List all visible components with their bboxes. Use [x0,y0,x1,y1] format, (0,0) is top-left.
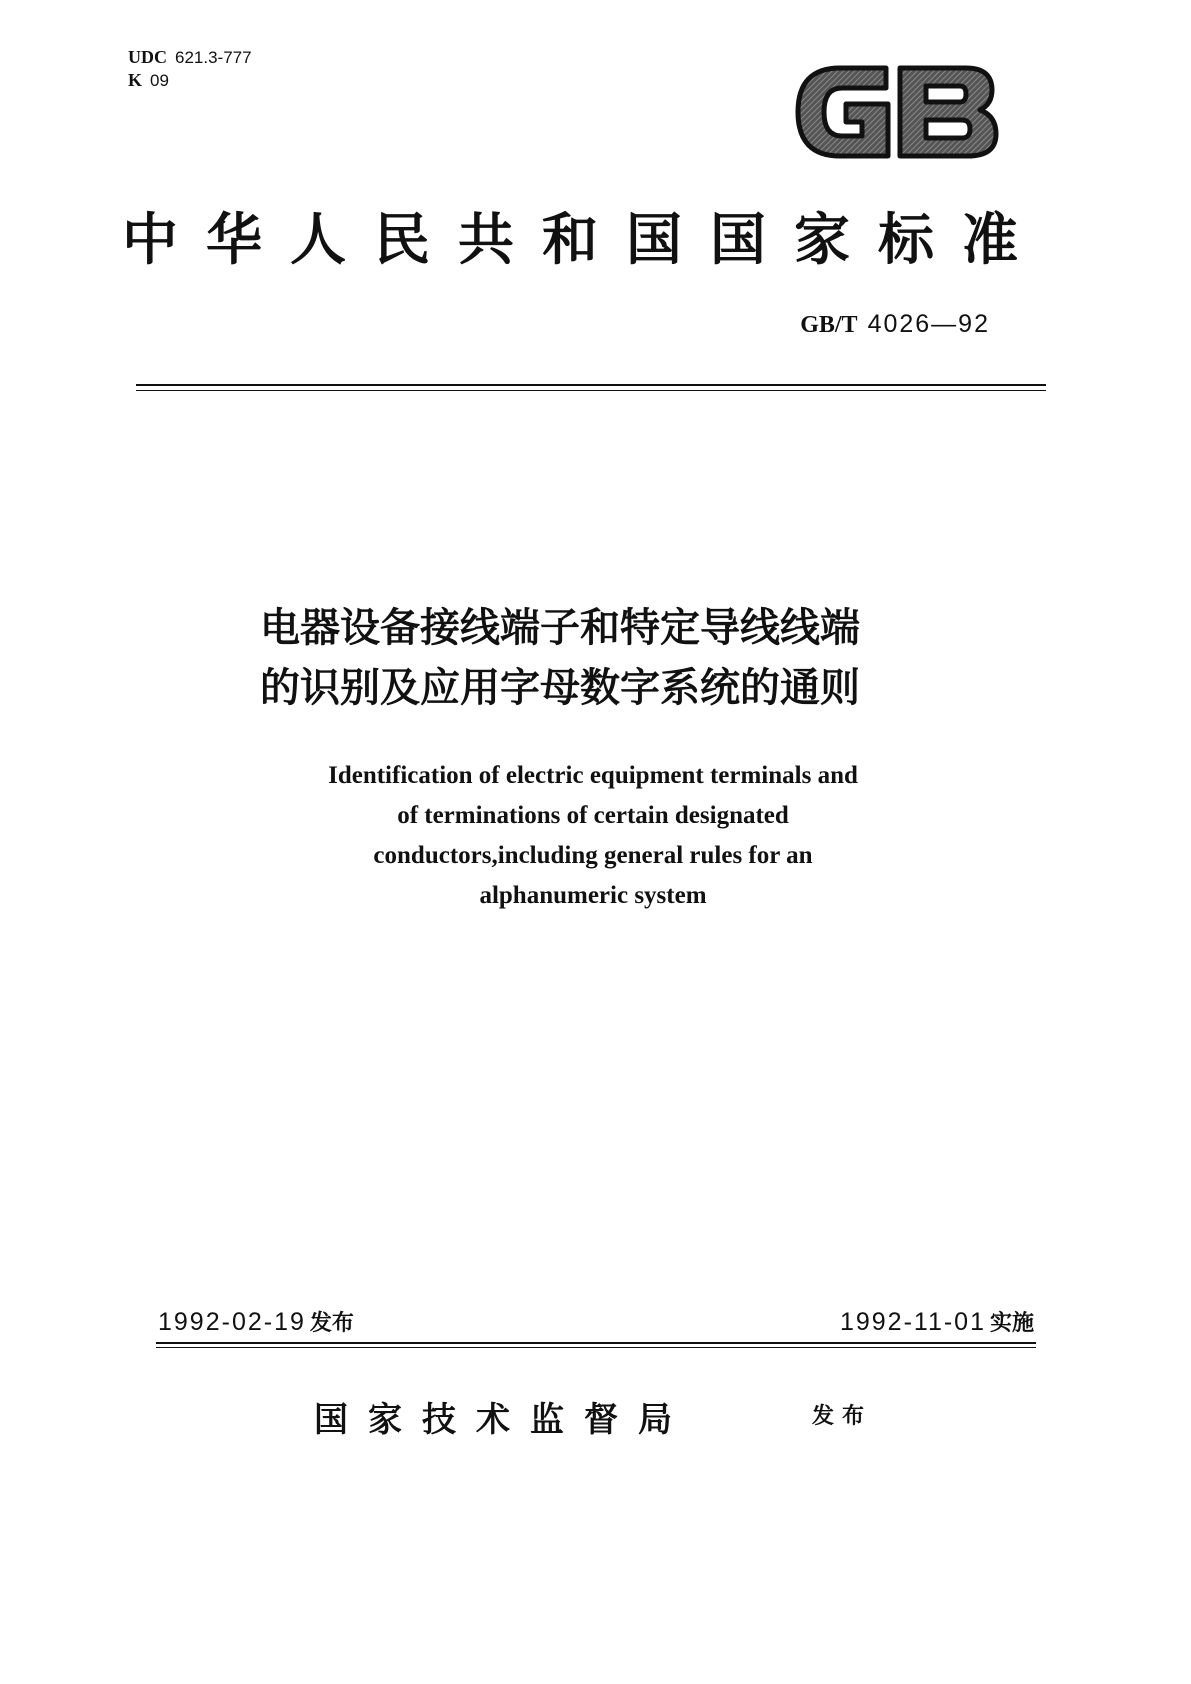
standard-code: GB/T [800,312,858,338]
publish-label: 发布 [812,1403,873,1429]
implementation-date [840,1306,1034,1337]
class-value: 09 [150,71,169,90]
issue-date-suffix: 发布 [309,1311,354,1336]
title-en-line: Identification of electric equipment terminals and [328,762,858,789]
standard-number [800,310,990,339]
udc-value: 621.3-777 [175,48,252,67]
header-divider-thin [136,390,1046,391]
title-en-line: of terminations of certain designated [397,802,789,829]
document-title-cn [0,598,1120,718]
udc-line [128,46,252,69]
footer-divider-thin [156,1347,1036,1348]
impl-date-suffix: 实施 [989,1311,1034,1336]
class-line [128,69,252,92]
udc-label: UDC [128,47,167,67]
classification-block [128,46,252,92]
standard-number-value: 4026—92 [867,310,990,338]
title-en-line: alphanumeric system [479,882,707,909]
gb-logo [790,56,1000,168]
issue-date-value: 1992-02-19 [158,1308,306,1336]
title-en-line: conductors,including general rules for an [373,842,813,869]
title-cn-line: 电器设备接线端子和特定导线线端 [260,605,860,651]
footer-divider [156,1342,1036,1344]
impl-date-value: 1992-11-01 [839,1308,986,1336]
document-title-en [0,756,1186,916]
issue-date [158,1306,354,1337]
class-label: K [128,70,143,90]
standard-category-title: 中华人民共和国国家标准 [122,207,1046,273]
publisher-name: 国家技术监督局 [314,1400,692,1440]
title-cn-line: 的识别及应用字母数字系统的通则 [260,665,860,711]
header-divider [136,384,1046,386]
